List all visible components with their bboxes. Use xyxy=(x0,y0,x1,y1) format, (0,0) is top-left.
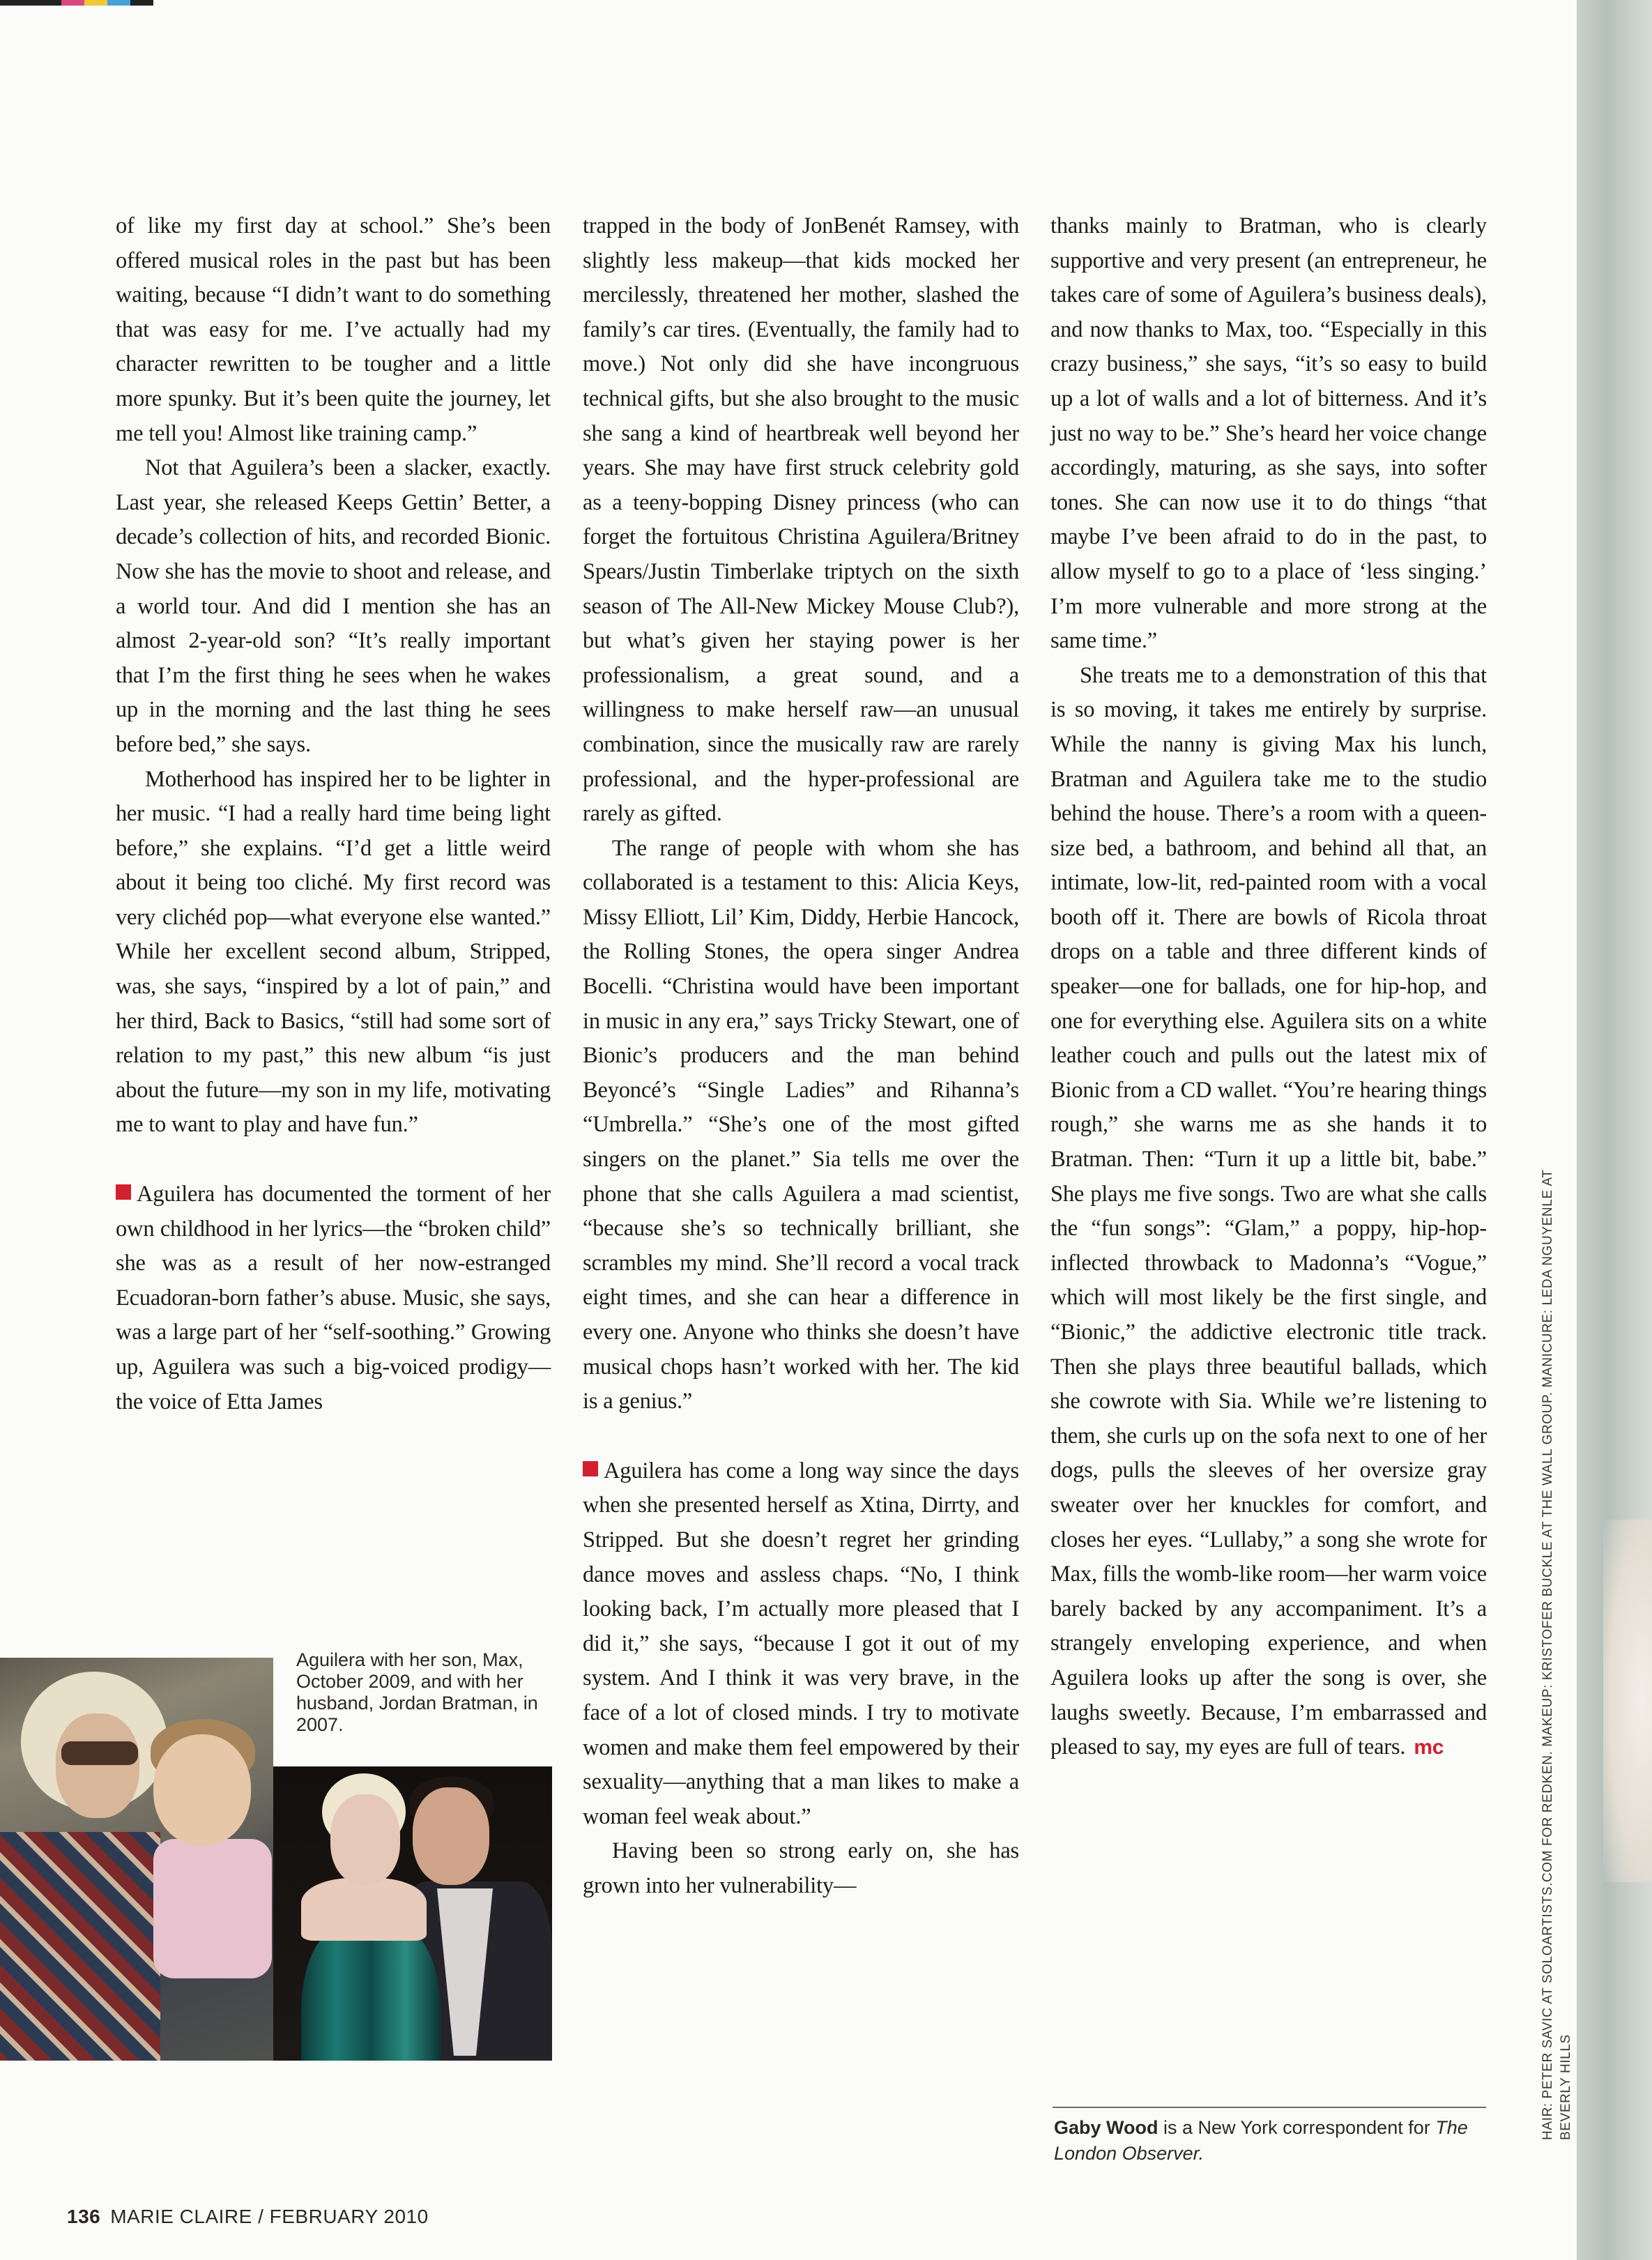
photo-aguilera-with-son xyxy=(0,1658,273,2061)
paragraph: of like my first day at school.” She’s been offered musical roles in the past but has been waiting, because “I didn’t want to do something that was easy for me. I’ve actually had my character rewritten to be tougher and a little more spunky. But it’s been quite the journey, let me tell you! Almost like training camp.” xyxy=(116,213,551,446)
paragraph: The range of people with whom she has collaborated is a testament to this: Alicia Keys, Missy Elliott, Lil’ Kim, Diddy, Herbie Hancock, the Rolling Stones, the opera singer Andrea Bocelli. “Christina would have been important in music in any era,” says Tricky Stewart, one of Bionic’s producers and the man behind Beyoncé’s “Single Ladies” and Rihanna’s “Umbrella.” “She’s one of the most gifted singers on the planet.” Sia tells me over the phone that she calls Aguilera a mad scientist, “because she’s so technically brilliant, she scrambles my mind. She’ll record a vocal track eight times, and she can hear a difference in every one. Anyone who thinks she doesn’t have musical chops hasn’t worked with her. The kid is a genius.” xyxy=(583,835,1019,1414)
paragraph-text: She treats me to a demonstration of this that is so moving, it takes me entirely by surprise. While the nanny is giving Max his lunch, Bratman and Aguilera take me to the studio behind the house. There’s a room with a queen-size bed, a bathroom, and behind all that, an intimate, low-lit, red-painted room with a vocal booth off it. There are bowls of Ricola throat drops on a table and three different kinds of speaker—one for ballads, one for hip-hop, and one for everything else. Aguilera sits on a white leather couch and pulls out the latest mix of Bionic from a CD wallet. “You’re hearing things rough,” she warns me as she hands it to Bratman. Then: “Turn it up a little bit, babe.” She plays me five songs. Two are what she calls the “fun songs”: “Glam,” a poppy, hip-hop-inflected throwback to Madonna’s “Vogue,” which will most likely be the first single, and “Bionic,” the addictive electronic title track. Then she plays three beautiful ballads, which she cowrote with Sia. While we’re listening to them, she curls up on the sofa next to one of her dogs, pulls the sleeves of her oversize gray sweater over her knuckles for comfort, and closes her eyes. “Lullaby,” a song she wrote for Max, fills the womb-like room—her warm voice barely backed by any accompaniment. It’s a strangely enveloping experience, and when Aguilera looks up after the song is over, she laughs sweetly. Because, I’m embarrassed and pleased to say, my eyes are full of tears. xyxy=(1050,662,1487,1760)
bio-text: is a New York correspondent for xyxy=(1158,2117,1436,2138)
paragraph-text: Aguilera has come a long way since the days when she presented herself as Xtina, Dirrty, and Stripped. But she doesn’t regret her grinding dance moves and assless chaps. “No, I think looking back, I’m actually more pleased that I did it,” she says, “because I got it out of my system. And I think it was very brave, in the face of a lot of closed minds. I try to motivate women and make them feel empowered by their sexuality—anything that a man likes to make a woman feel weak about.” xyxy=(583,1458,1019,1829)
paragraph: Having been so strong early on, she has grown into her vulnerability— xyxy=(583,1838,1019,1898)
paragraph: Motherhood has inspired her to be lighter in her music. “I had a really hard time being light before,” she explains. “I’d get a little weird about it being too cliché. My first record was very clichéd pop—what everyone else wanted.” While her excellent second album, Stripped, was, she says, “inspired by a lot of pain,” and her third, Back to Basics, “still had some sort of relation to my past,” this new album “is just about the future—my son in my life, motivating me to want to play and have fun.” xyxy=(116,766,551,1138)
article-column-3 xyxy=(1050,209,1487,1765)
magazine-issue: MARIE CLAIRE / FEBRUARY 2010 xyxy=(110,2206,429,2227)
credits-line: HAIR: PETER SAVIC AT SOLOARTISTS.COM FOR REDKEN. MAKEUP: KRISTOFER BUCKLE AT THE WALL GROUP. MANICURE: LEDA NGUYENLE AT BEVERLY HILLS xyxy=(1540,1169,1573,2140)
author-name: Gaby Wood xyxy=(1054,2117,1158,2138)
author-bio xyxy=(1054,2115,1493,2167)
section-paragraph xyxy=(583,1454,1019,1835)
paragraph: Not that Aguilera’s been a slacker, exactly. Last year, she released Keeps Gettin’ Better, a decade’s collection of hits, and recorded Bionic. Now she has the movie to shoot and release, and a world tour. And did I mention she has an almost 2-year-old son? “It’s really important that I’m the first thing he sees when he wakes up in the morning and the last thing he sees before bed,” she says. xyxy=(116,455,551,757)
article-column-2 xyxy=(583,209,1019,1904)
page-number: 136 xyxy=(67,2206,101,2227)
paragraph: thanks mainly to Bratman, who is clearly supportive and very present (an entrepreneur, he takes care of some of Aguilera’s business deals), and now thanks to Max, too. “Especially in this crazy business,” she says, “it’s so easy to build up a lot of walls and a lot of bitterness. And it’s just no way to be.” She’s heard her voice change accordingly, maturing, as she says, into softer tones. She can now use it to do things “that maybe I’ve been afraid to do in the past, to allow myself to go to a place of ‘less singing.’ I’m more vulnerable and more strong at the same time.” xyxy=(1050,213,1487,654)
page-footer xyxy=(67,2206,429,2228)
paragraph-text: Aguilera has documented the torment of her own childhood in her lyrics—the “broken child” she was as a result of her now-estranged Ecuadoran-born father’s abuse. Music, she says, was a large part of her “self-soothing.” Growing up, Aguilera was such a big-voiced prodigy—the voice of Etta James xyxy=(116,1182,551,1414)
paragraph: trapped in the body of JonBenét Ramsey, with slightly less makeup—that kids mocked her mercilessly, threatened her mother, slashed the family’s car tires. (Eventually, the family had to move.) Not only did she have incongruous technical gifts, but she also brought to the music she sang a kind of heartbreak well beyond her years. She may have first struck celebrity gold as a teeny-bopping Disney princess (who can forget the fortuitous Christina Aguilera/Britney Spears/Justin Timberlake triptych on the sixth season of The All-New Mickey Mouse Club?), but what’s given her staying power is her professionalism, a great sound, and a willingness to make herself raw—an unusual combination, since the musically raw are rarely professional, and the hyper-professional are rarely as gifted. xyxy=(583,213,1019,827)
bio-divider xyxy=(1053,2107,1486,2108)
section-marker-icon xyxy=(583,1461,598,1476)
photo-caption: Aguilera with her son, Max, October 2009, and with her husband, Jordan Bratman, in 2007. xyxy=(296,1649,538,1735)
color-registration-bar xyxy=(0,0,153,6)
paragraph xyxy=(1050,659,1487,1765)
publication-name: The London Observer. xyxy=(1054,2117,1468,2164)
section-paragraph xyxy=(116,1177,551,1419)
end-mark-logo: mc xyxy=(1414,1736,1444,1759)
article-column-1 xyxy=(116,209,551,1419)
photo-aguilera-with-husband xyxy=(273,1766,552,2061)
section-marker-icon xyxy=(116,1184,131,1200)
adjacent-page-edge xyxy=(1577,0,1652,2260)
